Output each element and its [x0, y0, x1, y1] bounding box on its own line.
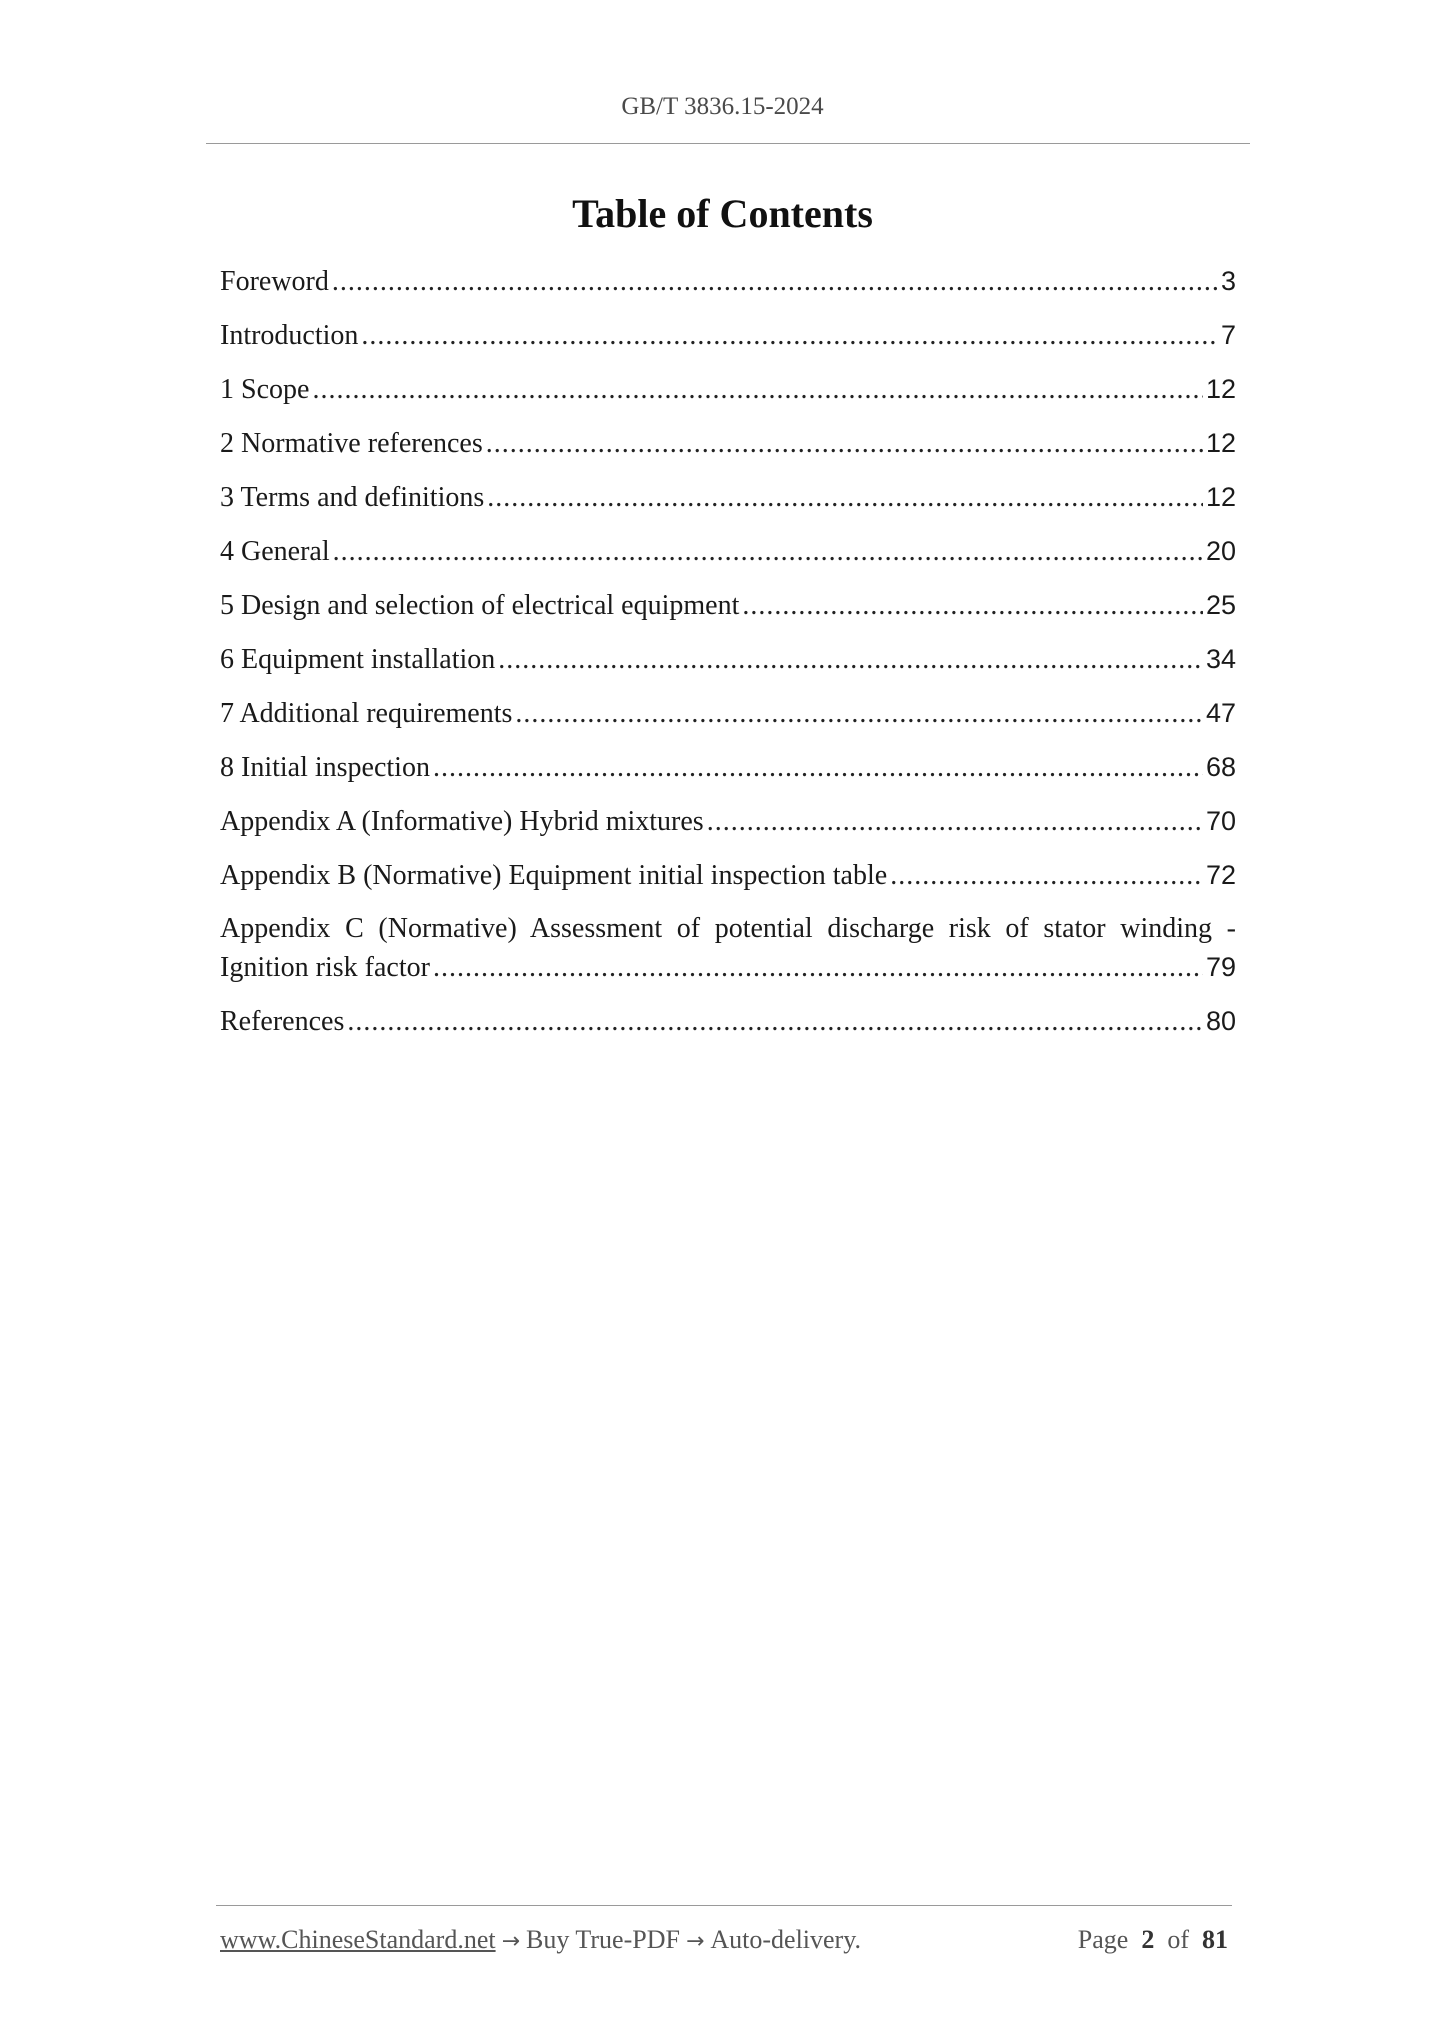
arrow-right-icon: → — [501, 1929, 521, 1954]
toc-entry-additional-requirements[interactable] — [220, 694, 1236, 733]
toc-entry-page: 20 — [1205, 536, 1236, 566]
page-footer — [220, 1925, 1228, 1955]
toc-entry-label: Appendix B (Normative) Equipment initial inspection table — [220, 860, 888, 891]
dot-leader — [332, 263, 1218, 301]
toc-entry-label: 8 Initial inspection — [220, 752, 430, 783]
toc-entry-label: Introduction — [220, 320, 359, 351]
dot-leader — [347, 1003, 1203, 1041]
toc-entry-label: Appendix A (Informative) Hybrid mixtures — [220, 806, 704, 837]
toc-entry-general[interactable] — [220, 532, 1236, 571]
dot-leader — [433, 949, 1203, 987]
dot-leader — [498, 641, 1203, 679]
toc-entry-initial-inspection[interactable] — [220, 748, 1236, 787]
toc-entry-label: Appendix C (Normative) Assessment of potential discharge risk of stator winding - — [220, 913, 1236, 944]
table-of-contents — [220, 262, 1236, 1056]
dot-leader — [361, 317, 1218, 355]
toc-entry-page: 68 — [1205, 752, 1236, 782]
dot-leader — [487, 479, 1203, 517]
page-header: GB/T 3836.15-2024 — [621, 93, 824, 120]
toc-entry-page: 80 — [1205, 1006, 1236, 1036]
header-divider — [206, 143, 1250, 144]
toc-entry-label: References — [220, 1006, 345, 1037]
toc-entry-page: 12 — [1205, 428, 1236, 458]
toc-entry-introduction[interactable] — [220, 316, 1236, 355]
dot-leader — [890, 857, 1203, 895]
toc-entry-page: 3 — [1220, 266, 1236, 296]
toc-entry-normative-references[interactable] — [220, 424, 1236, 463]
toc-entry-appendix-b[interactable] — [220, 856, 1236, 895]
toc-entry-label: Foreword — [220, 266, 329, 297]
dot-leader — [312, 371, 1203, 409]
toc-entry-page: 25 — [1205, 590, 1236, 620]
toc-entry-label: 7 Additional requirements — [220, 698, 513, 729]
toc-entry-label: 5 Design and selection of electrical equipment — [220, 590, 740, 621]
footer-promo — [220, 1925, 861, 1955]
of-word: of — [1167, 1925, 1189, 1954]
website-link[interactable]: www.ChineseStandard.net — [220, 1925, 496, 1954]
dot-leader — [433, 749, 1203, 787]
toc-entry-label-continued: Ignition risk factor — [220, 952, 430, 983]
footer-divider — [216, 1905, 1232, 1906]
toc-entry-page: 7 — [1220, 320, 1236, 350]
toc-entry-page: 72 — [1205, 860, 1236, 890]
toc-entry-appendix-c[interactable] — [220, 910, 1236, 987]
toc-entry-equipment-installation[interactable] — [220, 640, 1236, 679]
dot-leader — [333, 533, 1203, 571]
dot-leader — [742, 587, 1203, 625]
toc-entry-design-and-selection[interactable] — [220, 586, 1236, 625]
arrow-right-icon: → — [685, 1929, 705, 1954]
dot-leader — [486, 425, 1203, 463]
buy-true-pdf-text: Buy True-PDF — [526, 1925, 680, 1954]
toc-entry-label: 4 General — [220, 536, 330, 567]
toc-entry-page: 34 — [1205, 644, 1236, 674]
toc-entry-page: 79 — [1205, 952, 1236, 982]
toc-entry-references[interactable] — [220, 1002, 1236, 1041]
toc-entry-appendix-a[interactable] — [220, 802, 1236, 841]
toc-entry-label: 6 Equipment installation — [220, 644, 496, 675]
current-page-number: 2 — [1141, 1925, 1155, 1954]
total-page-count: 81 — [1202, 1925, 1228, 1954]
dot-leader — [515, 695, 1203, 733]
dot-leader — [707, 803, 1203, 841]
toc-entry-page: 70 — [1205, 806, 1236, 836]
toc-entry-foreword[interactable] — [220, 262, 1236, 301]
toc-entry-label: 3 Terms and definitions — [220, 482, 485, 513]
toc-entry-page: 12 — [1205, 374, 1236, 404]
toc-entry-label: 1 Scope — [220, 374, 310, 405]
page-word: Page — [1077, 1925, 1129, 1954]
toc-entry-page: 12 — [1205, 482, 1236, 512]
toc-entry-terms-and-definitions[interactable] — [220, 478, 1236, 517]
page-title: Table of Contents — [572, 191, 873, 236]
auto-delivery-text: Auto-delivery. — [710, 1925, 862, 1954]
toc-entry-label: 2 Normative references — [220, 428, 483, 459]
page-counter — [1078, 1925, 1228, 1955]
toc-entry-scope[interactable] — [220, 370, 1236, 409]
toc-entry-page: 47 — [1205, 698, 1236, 728]
